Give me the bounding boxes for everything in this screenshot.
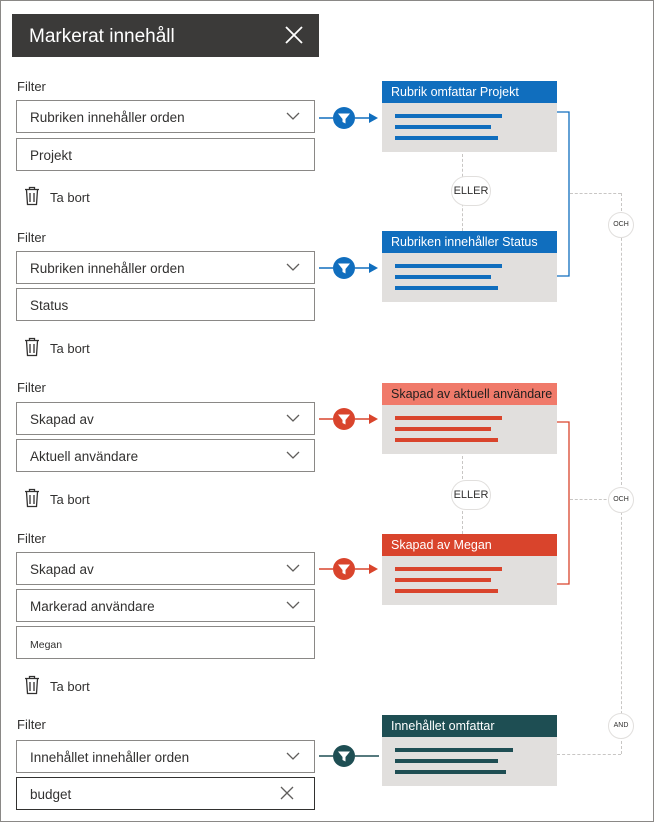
filter-label: Filter [17,380,46,395]
input-value: budget [30,787,72,802]
filter-value-input[interactable] [16,138,315,171]
card-title: Skapad av aktuell användare [382,383,557,405]
group-bracket-orange [557,420,577,586]
filter-connector [319,408,379,430]
funnel-icon [333,408,355,430]
chevron-down-icon [286,261,300,273]
funnel-icon [333,107,355,129]
panel-header [12,14,319,57]
dashed-line [557,754,621,755]
filter-connector [319,745,379,767]
delete-label: Ta bort [50,341,90,356]
chevron-down-icon [286,599,300,611]
result-card [382,383,557,454]
filter-type-dropdown[interactable] [16,402,315,435]
dropdown-value: Innehållet innehåller orden [30,750,190,765]
funnel-icon [333,257,355,279]
operator-or-badge: ELLER [451,176,491,206]
dropdown-value: Rubriken innehåller orden [30,110,185,125]
filter-connector [319,257,379,279]
card-title: Innehållet omfattar [382,715,557,737]
operator-and-badge: OCH [608,487,634,513]
trash-icon [24,337,40,357]
funnel-icon [333,558,355,580]
group-bracket-blue [557,110,577,278]
filter-type-dropdown[interactable] [16,552,315,585]
filter-value-input[interactable] [16,626,315,659]
filter-user-dropdown[interactable] [16,439,315,472]
dropdown-value: Rubriken innehåller orden [30,261,185,276]
card-title: Rubrik omfattar Projekt [382,81,557,103]
filter-value-input[interactable] [16,288,315,321]
dashed-line [621,193,622,754]
chevron-down-icon [286,110,300,122]
operator-or-badge: ELLER [451,480,491,510]
panel-title: Markerat innehåll [29,26,175,47]
result-card [382,81,557,152]
card-body [382,737,557,786]
dashed-line [570,193,621,194]
card-title: Rubriken innehåller Status [382,231,557,253]
card-body [382,556,557,605]
card-title: Skapad av Megan [382,534,557,556]
card-body [382,103,557,152]
dropdown-value: Aktuell användare [30,449,139,464]
filter-connector [319,558,379,580]
card-body [382,405,557,454]
filter-connector [319,107,379,129]
result-card [382,715,557,786]
result-card [382,231,557,302]
filter-label: Filter [17,79,46,94]
filter-label: Filter [17,230,46,245]
input-value: Status [30,298,69,313]
filter-user-dropdown[interactable] [16,589,315,622]
dropdown-value: Skapad av [30,412,94,427]
filter-label: Filter [17,717,46,732]
trash-icon [24,186,40,206]
filter-type-dropdown[interactable] [16,100,315,133]
delete-label: Ta bort [50,679,90,694]
chevron-down-icon [286,750,300,762]
trash-icon [24,488,40,508]
input-value: Megan [30,639,63,651]
filter-value-input[interactable] [16,777,315,810]
chevron-down-icon [286,412,300,424]
result-card [382,534,557,605]
card-body [382,253,557,302]
filter-type-dropdown[interactable] [16,740,315,773]
filter-type-dropdown[interactable] [16,251,315,284]
trash-icon [24,675,40,695]
funnel-icon [333,745,355,767]
dropdown-value: Skapad av [30,562,94,577]
delete-label: Ta bort [50,492,90,507]
chevron-down-icon [286,562,300,574]
dropdown-value: Markerad användare [30,599,155,614]
clear-icon[interactable] [280,786,294,800]
operator-and-badge: OCH [608,212,634,238]
input-value: Projekt [30,148,73,163]
close-icon[interactable] [283,24,305,46]
chevron-down-icon [286,449,300,461]
operator-and-badge: AND [608,713,634,739]
delete-label: Ta bort [50,190,90,205]
filter-label: Filter [17,531,46,546]
